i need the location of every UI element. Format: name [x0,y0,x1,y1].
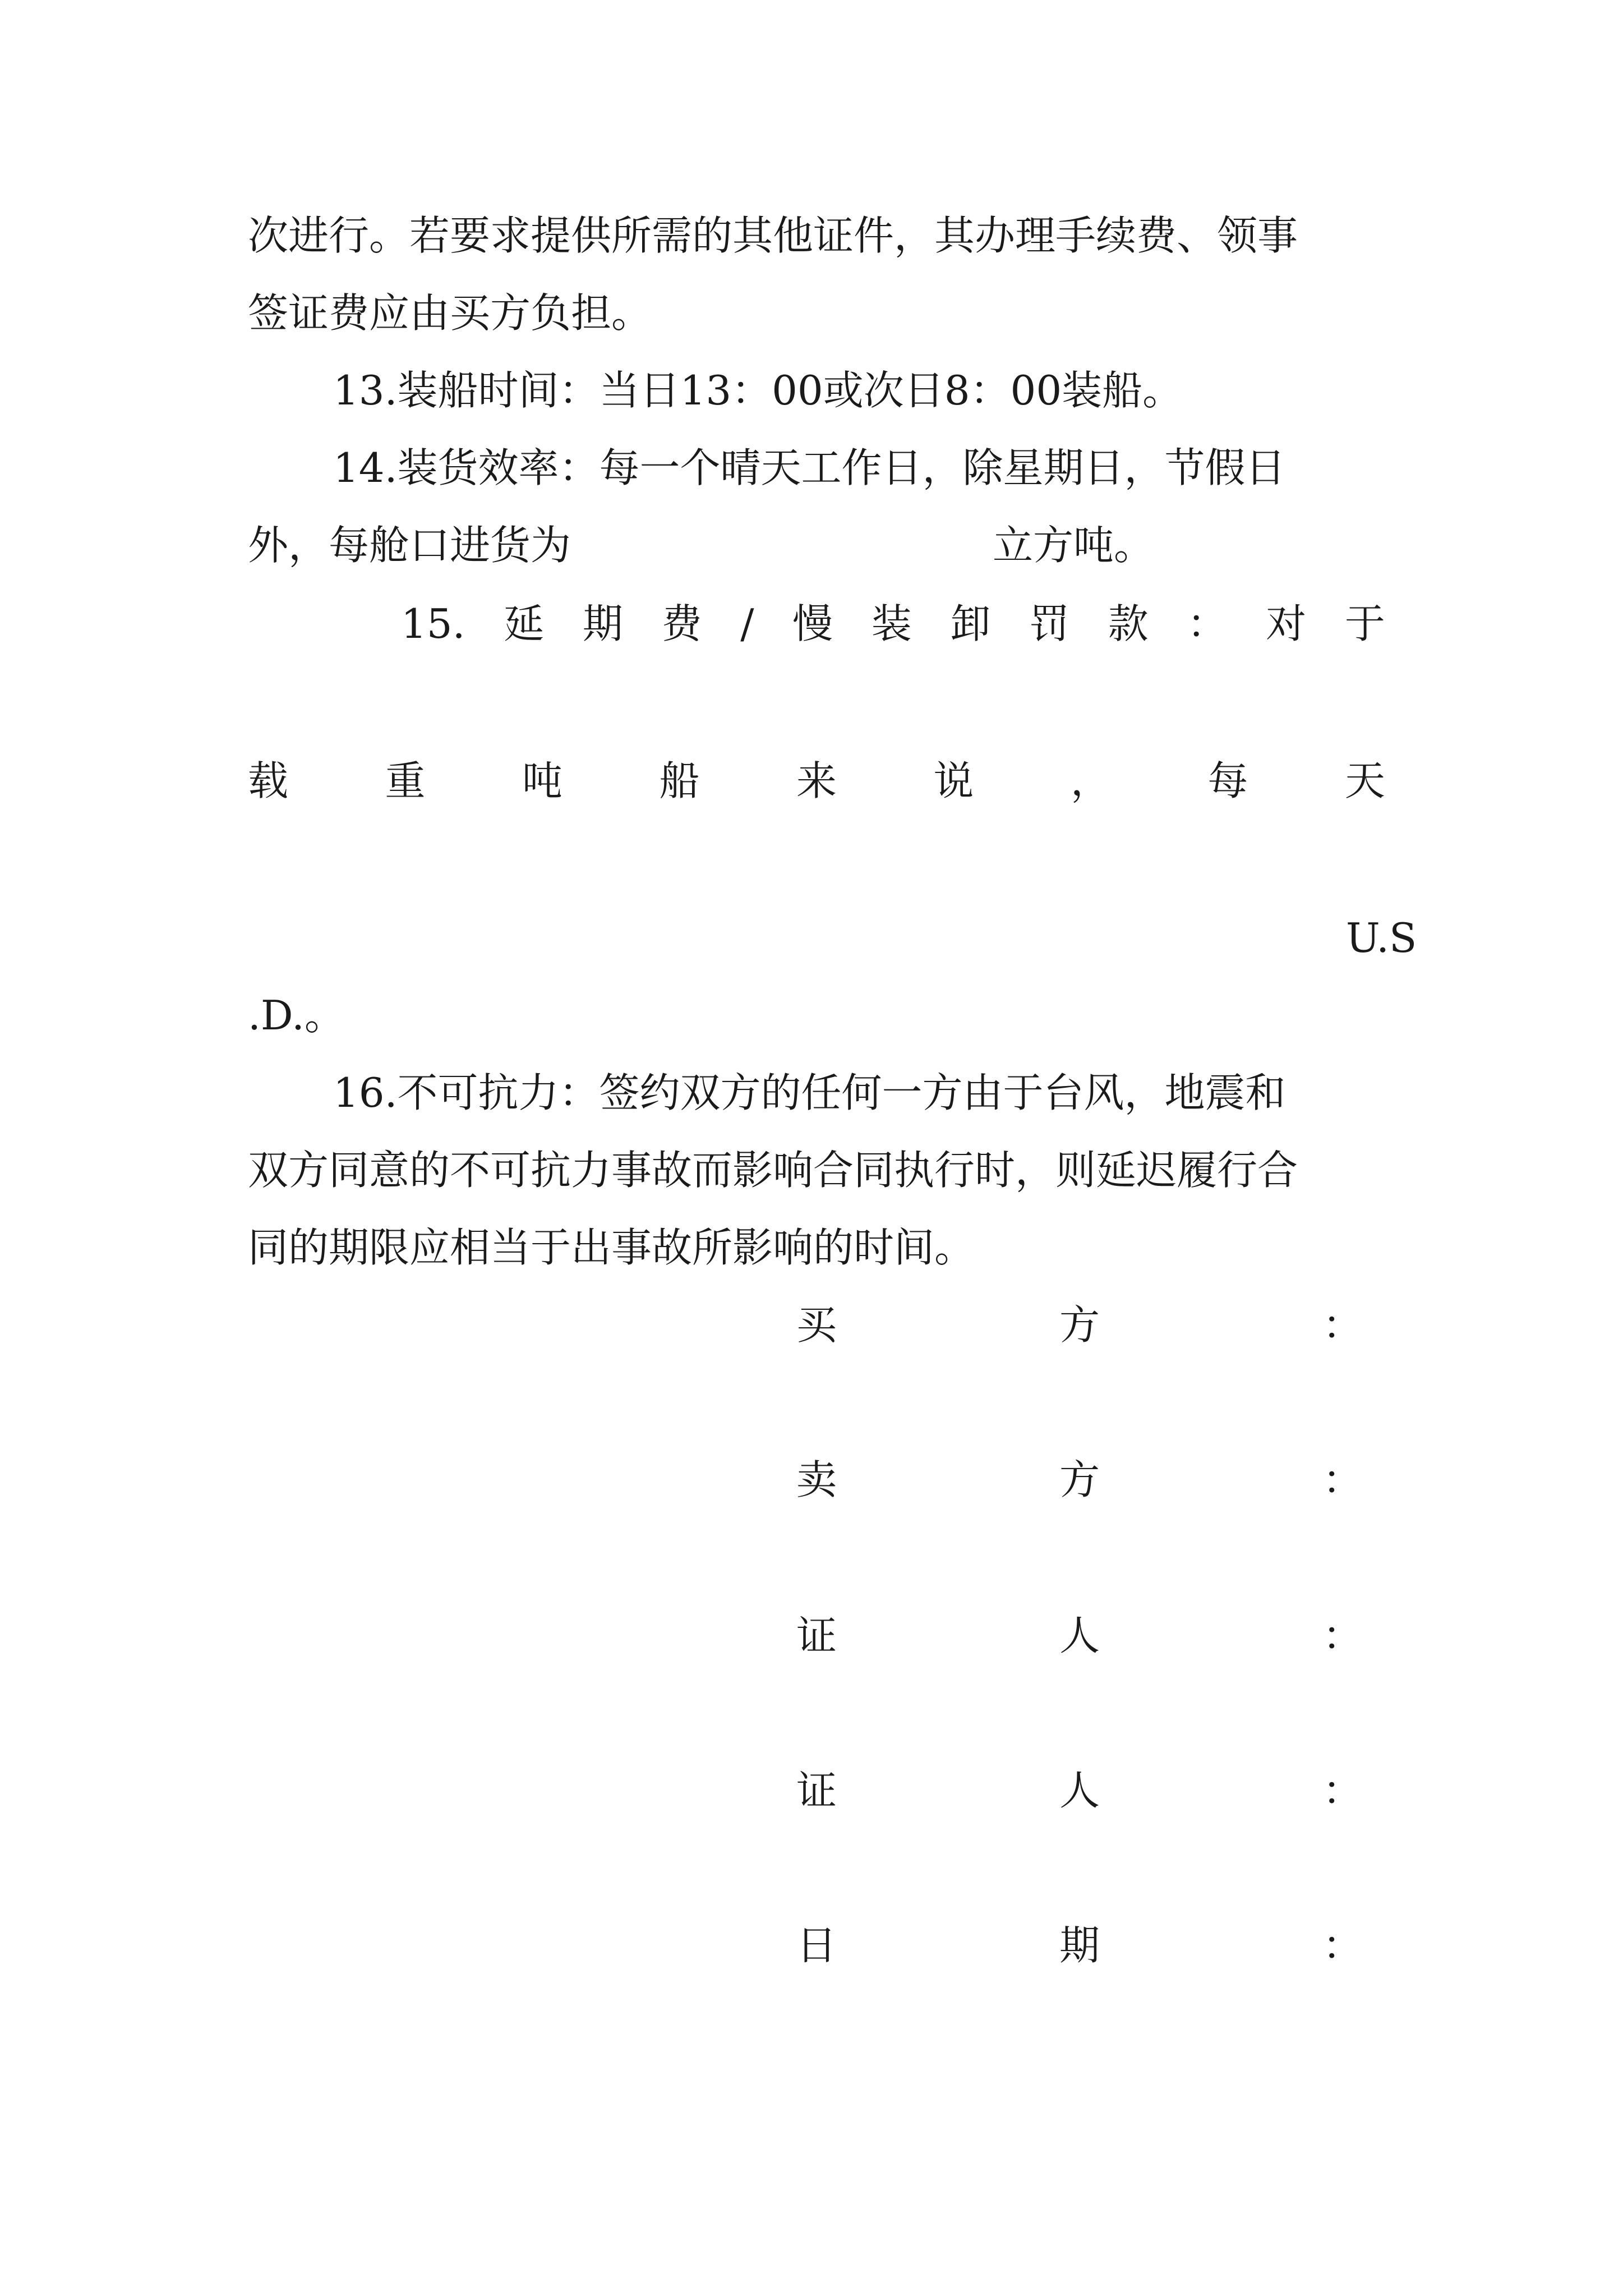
item15-char: 重 [385,757,426,804]
item15-char: 每 [1207,757,1248,804]
signature-colon: ： [1322,1922,1363,1969]
signature-label-char: 方 [1059,1301,1100,1349]
item14-line2-b: 立方吨。 [993,522,1155,569]
item14-line2-a: 外，每舱口进货为 [248,522,571,569]
item15-char: 款 [1108,600,1149,647]
signature-label-char: 人 [1059,1612,1100,1659]
para12-line1: 次进行。若要求提供所需的其他证件，其办理手续费、领事 [248,212,1298,259]
item15-char: 船 [659,757,700,804]
item15-char: 载 [248,757,289,804]
item15-char: 对 [1266,600,1307,647]
item15-char: ， [1070,757,1111,804]
signature-colon: ： [1322,1767,1363,1814]
item15-char: 期 [582,600,623,647]
item14-line1: 14.装货效率：每一个晴天工作日，除星期日，节假日 [333,444,1286,491]
item15-char: 来 [796,757,837,804]
item15-char: 于 [1344,600,1385,647]
signature-date [796,1917,1363,1973]
item16-line1: 16.不可抗力：签约双方的任何一方由于台风，地震和 [333,1069,1286,1116]
item16-line2: 双方同意的不可抗力事故而影响合同执行时，则延迟履行合 [248,1147,1298,1194]
item15-char: 15. [401,600,465,647]
item15-char: 罚 [1029,600,1070,647]
item15-char: 费 [661,600,702,647]
signature-buyer [796,1297,1363,1353]
signature-label-char: 证 [796,1767,837,1814]
item15-line4: .D.。 [248,992,345,1039]
signature-witness-2 [796,1763,1363,1819]
signature-colon: ： [1322,1612,1363,1659]
signature-witness-1 [796,1608,1363,1664]
item15-char: 慢 [792,600,833,647]
item15-char: 延 [504,600,545,647]
item15-char: 吨 [522,757,562,804]
signature-label-char: 期 [1059,1922,1100,1969]
signature-label-char: 卖 [796,1456,837,1503]
item15-line3: U.S [1346,914,1417,961]
signature-label-char: 方 [1059,1456,1100,1503]
item15-char: 卸 [950,600,991,647]
signature-colon: ： [1322,1301,1363,1349]
item15-line2 [248,753,1385,809]
signature-colon: ： [1322,1456,1363,1503]
item15-line1 [401,596,1385,652]
item16-line3: 同的期限应相当于出事故所影响的时间。 [248,1224,975,1271]
signature-seller [796,1452,1363,1508]
item13: 13.装船时间：当日13：00或次日8：00装船。 [333,367,1183,414]
signature-label-char: 买 [796,1301,837,1349]
para12-line2: 签证费应由买方负担。 [248,289,652,337]
item15-char: 装 [871,600,912,647]
signature-label-char: 日 [796,1922,837,1969]
signature-label-char: 人 [1059,1767,1100,1814]
item15-char: ： [1187,600,1228,647]
signature-label-char: 证 [796,1612,837,1659]
item15-char: / [740,600,754,647]
item15-char: 天 [1344,757,1385,804]
item15-char: 说 [933,757,974,804]
